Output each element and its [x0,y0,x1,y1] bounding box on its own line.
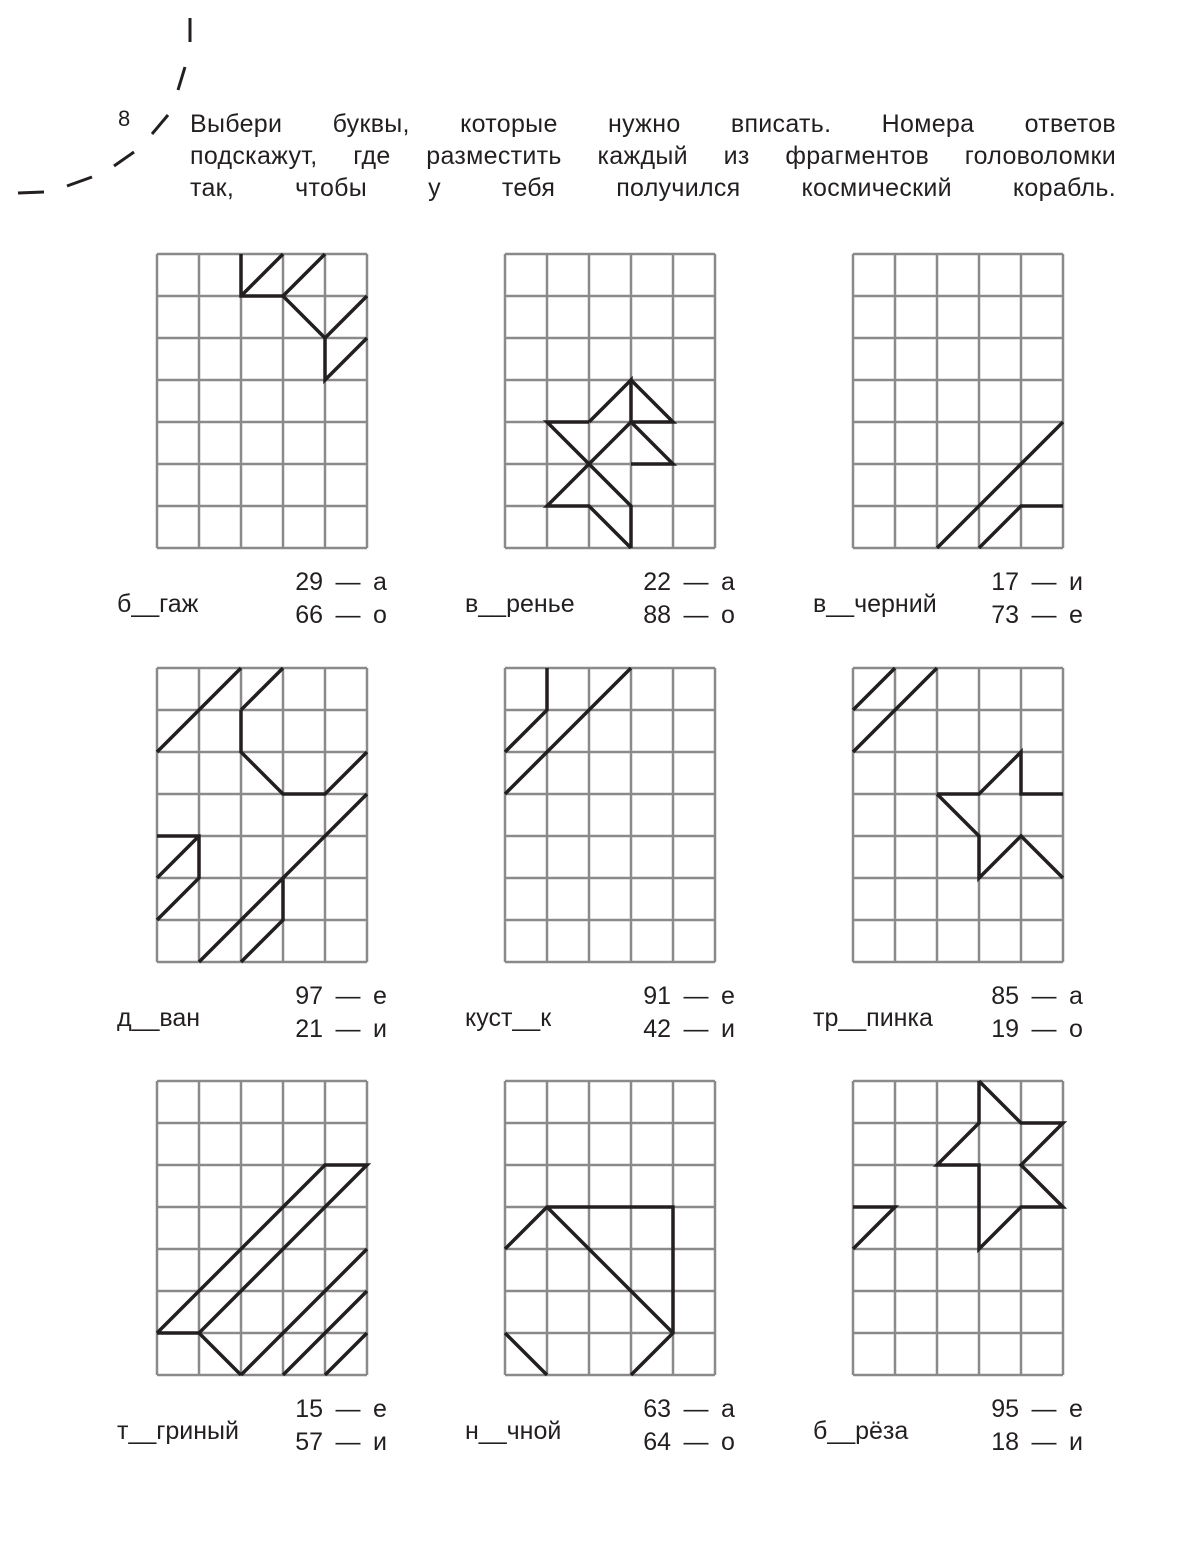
option-number: 85 [991,982,1019,1010]
puzzle-fragment-lines [157,1165,367,1375]
instruction-line: так, чтобы у тебя получился космический корабль. [190,174,1116,202]
puzzle-fragment-lines [157,668,367,962]
puzzle-grid [505,254,715,548]
answer-option [287,599,393,632]
puzzle-fragment-lines [937,422,1063,548]
puzzle-grid [157,668,367,962]
option-number: 42 [643,1015,671,1043]
option-number: 91 [643,982,671,1010]
option-letter: и [373,1428,387,1456]
puzzle-fragment-lines [853,668,1063,878]
word-with-gap: д__ван [117,1004,201,1032]
option-number: 73 [991,601,1019,629]
answer-option [287,1393,393,1426]
answer-option [983,1393,1089,1426]
puzzle-card [813,1081,1113,1461]
option-number: 57 [295,1428,323,1456]
option-letter: а [721,1395,735,1423]
answer-option [983,599,1089,632]
puzzle-card [465,254,765,634]
option-number: 88 [643,601,671,629]
option-letter: и [721,1015,735,1043]
option-dash: — [335,1428,361,1456]
option-number: 19 [991,1015,1019,1043]
option-dash: — [335,568,361,596]
puzzle-grid [853,668,1063,962]
answer-option [635,1393,741,1426]
option-dash: — [1031,1395,1057,1423]
option-letter: е [721,982,735,1010]
puzzle-grid [853,1081,1063,1375]
word-with-gap: в__ренье [465,590,575,618]
option-dash: — [683,568,709,596]
option-letter: и [1069,568,1083,596]
option-dash: — [683,601,709,629]
option-number: 18 [991,1428,1019,1456]
puzzle-card [465,1081,765,1461]
exercise-number: 8 [118,106,131,131]
answer-options [287,1393,393,1459]
option-letter: е [373,982,387,1010]
option-letter: а [721,568,735,596]
puzzle-grid [157,1081,367,1375]
option-number: 22 [643,568,671,596]
option-dash: — [683,1015,709,1043]
option-dash: — [335,982,361,1010]
option-number: 95 [991,1395,1019,1423]
answer-option [983,566,1089,599]
instruction-text [190,108,1116,204]
option-dash: — [335,1395,361,1423]
option-dash: — [335,601,361,629]
answer-option [983,1013,1089,1046]
answer-option [635,599,741,632]
option-number: 29 [295,568,323,596]
option-number: 21 [295,1015,323,1043]
option-number: 17 [991,568,1019,596]
option-letter: о [373,601,387,629]
option-number: 97 [295,982,323,1010]
option-dash: — [1031,601,1057,629]
answer-option [287,1426,393,1459]
answer-option [635,566,741,599]
option-dash: — [1031,1428,1057,1456]
answer-option [635,1013,741,1046]
answer-option [287,980,393,1013]
puzzle-card [813,668,1113,1048]
word-with-gap: н__чной [465,1417,562,1445]
option-letter: о [721,601,735,629]
answer-option [287,566,393,599]
option-letter: и [373,1015,387,1043]
puzzle-card [117,254,417,634]
answer-option [635,1426,741,1459]
puzzle-card [117,1081,417,1461]
puzzle-card [813,254,1113,634]
option-letter: о [721,1428,735,1456]
option-dash: — [683,982,709,1010]
option-number: 63 [643,1395,671,1423]
option-dash: — [1031,1015,1057,1043]
option-letter: о [1069,1015,1083,1043]
word-with-gap: в__черний [813,590,937,618]
word-with-gap: куст__к [465,1004,552,1032]
puzzle-grid [505,668,715,962]
option-dash: — [1031,982,1057,1010]
puzzle-card [117,668,417,1048]
option-dash: — [1031,568,1057,596]
puzzle-fragment-lines [241,254,367,380]
answer-options [287,980,393,1046]
option-letter: е [1069,1395,1083,1423]
puzzle-grid [853,254,1063,548]
option-letter: е [373,1395,387,1423]
puzzle-fragment-lines [505,668,631,794]
answer-options [635,1393,741,1459]
puzzle-card [465,668,765,1048]
option-dash: — [683,1395,709,1423]
answer-options [635,980,741,1046]
option-letter: е [1069,601,1083,629]
word-with-gap: б__рёза [813,1417,909,1445]
option-number: 66 [295,601,323,629]
answer-options [287,566,393,632]
word-with-gap: б__гаж [117,590,199,618]
answer-options [983,980,1089,1046]
answer-options [635,566,741,632]
option-number: 15 [295,1395,323,1423]
option-dash: — [683,1428,709,1456]
instruction-line: Выбери буквы, которые нужно вписать. Номера ответов [190,110,1116,138]
option-dash: — [335,1015,361,1043]
puzzle-grid [505,1081,715,1375]
instruction-line: подскажут, где разместить каждый из фрагментов головоломки [190,142,1116,170]
puzzle-grid [157,254,367,548]
word-with-gap: т__гриный [117,1417,239,1445]
answer-options [983,1393,1089,1459]
answer-option [287,1013,393,1046]
option-number: 64 [643,1428,671,1456]
word-with-gap: тр__пинка [813,1004,933,1032]
answer-options [983,566,1089,632]
answer-option [983,1426,1089,1459]
option-letter: а [1069,982,1083,1010]
option-letter: и [1069,1428,1083,1456]
answer-option [635,980,741,1013]
answer-option [983,980,1089,1013]
option-letter: а [373,568,387,596]
